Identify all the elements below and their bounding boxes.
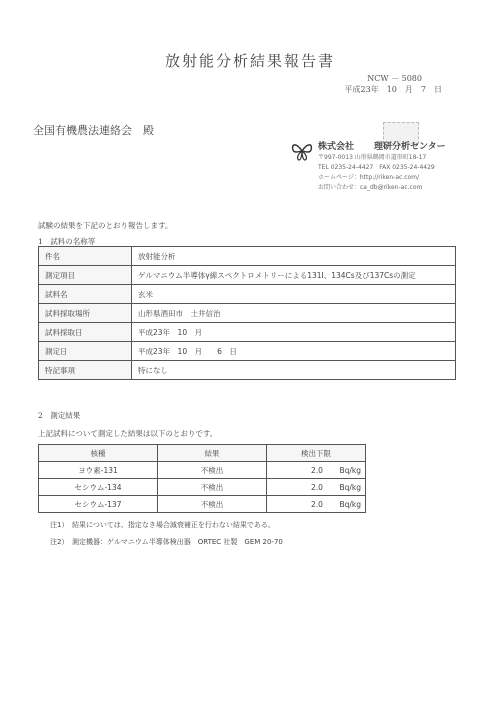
row-value: ゲルマニウム半導体γ線スペクトロメトリーによる131I、134Cs及び137Csの測定 (132, 266, 456, 285)
sample-info-table (38, 246, 456, 380)
nuclide-cell: ヨウ素-131 (39, 462, 158, 479)
limit-cell (267, 496, 366, 513)
results-table (38, 444, 366, 513)
document-number: NCW － 5080 (367, 74, 422, 83)
intro-text: 試験の結果を下記のとおり報告します。 (38, 221, 173, 230)
table-row (39, 462, 366, 479)
addressee: 全国有機農法連絡会 殿 (33, 124, 154, 137)
table-row (39, 496, 366, 513)
date-day: 7 日 (420, 85, 442, 94)
company-name: 理研分析センター (374, 142, 446, 152)
table-row (39, 285, 456, 304)
limit-unit: Bq/kg (339, 483, 361, 492)
row-label: 試料名 (39, 285, 132, 304)
nuclide-cell: セシウム-137 (39, 496, 158, 513)
butterfly-logo-icon (290, 140, 314, 162)
row-value: 平成23年 10 月 6 日 (132, 342, 456, 361)
section1-title: 1 試料の名称等 (38, 237, 96, 246)
limit-unit: Bq/kg (339, 466, 361, 475)
row-label: 特記事項 (39, 361, 132, 380)
table-row (39, 361, 456, 380)
header-result: 結果 (158, 445, 267, 462)
row-value: 玄米 (132, 285, 456, 304)
issuer-homepage[interactable]: ホームページ：http://riken-ac.com/ (318, 174, 420, 181)
limit-unit: Bq/kg (339, 500, 361, 509)
table-row (39, 266, 456, 285)
row-value: 平成23年 10 月 (132, 323, 456, 342)
report-title: 放射能分析結果報告書 (164, 52, 335, 70)
limit-value: 2.0 (311, 483, 323, 492)
limit-cell (267, 479, 366, 496)
limit-cell (267, 462, 366, 479)
table-row (39, 247, 456, 266)
limit-value: 2.0 (311, 466, 323, 475)
result-cell: 不検出 (158, 496, 267, 513)
nuclide-cell: セシウム-134 (39, 479, 158, 496)
table-row (39, 304, 456, 323)
table-row (39, 479, 366, 496)
issuer-company (318, 139, 446, 152)
note-2: 注2） 測定機器：ゲルマニウム半導体検出器 ORTEC 社製 GEM 20-70 (50, 538, 283, 546)
date-year: 平成23年 (344, 85, 379, 94)
table-row (39, 342, 456, 361)
issue-date (345, 84, 450, 95)
issuer-address: 〒997-0013 山形県鶴岡市道形町18-17 (318, 154, 427, 161)
results-intro: 上記試料について測定した結果は以下のとおりです。 (38, 429, 218, 438)
row-value: 特になし (132, 361, 456, 380)
company-prefix: 株式会社 (318, 142, 355, 152)
table-row (39, 323, 456, 342)
row-label: 測定日 (39, 342, 132, 361)
result-cell: 不検出 (158, 479, 267, 496)
limit-value: 2.0 (311, 500, 323, 509)
row-value: 山形県酒田市 土井信治 (132, 304, 456, 323)
issuer-tel-fax: TEL 0235-24-4427 FAX 0235-24-4429 (318, 164, 435, 171)
result-cell: 不検出 (158, 462, 267, 479)
note-1: 注1） 結果については、指定なき場合減衰補正を行わない結果である。 (50, 521, 275, 529)
header-nuclide: 核種 (39, 445, 158, 462)
issuer-contact[interactable]: お問い合わせ：ca_db@riken-ac.com (318, 184, 423, 191)
row-label: 測定項目 (39, 266, 132, 285)
date-month: 10 月 (386, 85, 413, 94)
row-value: 放射能分析 (132, 247, 456, 266)
row-label: 件名 (39, 247, 132, 266)
table-header-row (39, 445, 366, 462)
row-label: 試料採取日 (39, 323, 132, 342)
header-limit: 検出下限 (267, 445, 366, 462)
row-label: 試料採取場所 (39, 304, 132, 323)
section2-title: 2 測定結果 (38, 411, 81, 420)
